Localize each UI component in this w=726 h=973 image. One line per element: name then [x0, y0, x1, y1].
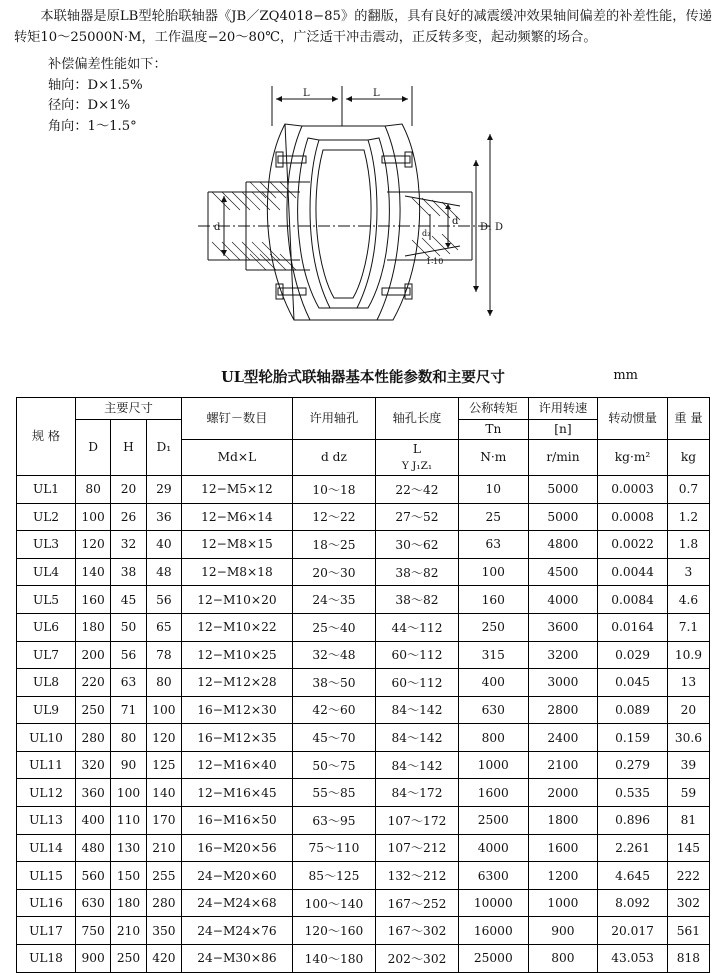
cell-spec: UL11 [17, 751, 76, 779]
cell-screw: 12−M8×15 [181, 531, 292, 559]
intro-paragraph: 本联轴器是原LB型轮胎联轴器《JB／ZQ4018−85》的翻版，具有良好的减震缓冲效果轴间偏差的补差性能，传递转矩10～25000N·M，工作温度−20～80℃，广泛适干冲击震动，正反转多变，起动频繁的场合。 [14, 9, 712, 46]
cell-D1: 125 [146, 751, 181, 779]
cell-D: 320 [76, 751, 111, 779]
cell-screw: 24−M24×68 [181, 889, 292, 917]
cell-D1: 210 [146, 834, 181, 862]
dim-label-d-right: d [452, 216, 459, 228]
cell-H: 71 [111, 696, 146, 724]
cell-H: 90 [111, 751, 146, 779]
cell-bore: 18～25 [292, 531, 375, 559]
parameters-table [16, 397, 710, 972]
cell-inertia: 8.092 [598, 889, 668, 917]
coupling-drawing [0, 64, 726, 364]
cell-spec: UL2 [17, 503, 76, 531]
cell-D1: 36 [146, 503, 181, 531]
compensation-item-radial: 径向：D×1% [48, 98, 131, 114]
cell-speed: 5000 [528, 503, 598, 531]
cell-screw: 16−M12×30 [181, 696, 292, 724]
header-md-l: Md×L [181, 440, 292, 476]
cell-D: 400 [76, 807, 111, 835]
cell-weight: 7.1 [667, 613, 709, 641]
cell-screw: 12−M10×20 [181, 586, 292, 614]
cell-bore-length: 30～62 [375, 531, 458, 559]
cell-screw: 16−M16×50 [181, 807, 292, 835]
table-row [17, 751, 710, 779]
cell-speed: 4500 [528, 558, 598, 586]
header-Nm: N·m [459, 440, 529, 476]
table-row [17, 531, 710, 559]
cell-screw: 12−M12×28 [181, 669, 292, 697]
cell-H: 45 [111, 586, 146, 614]
cell-speed: 2100 [528, 751, 598, 779]
cell-spec: UL15 [17, 862, 76, 890]
cell-inertia: 0.896 [598, 807, 668, 835]
cell-D1: 78 [146, 641, 181, 669]
cell-spec: UL17 [17, 917, 76, 945]
cell-spec: UL14 [17, 834, 76, 862]
cell-speed: 1200 [528, 862, 598, 890]
table-row [17, 862, 710, 890]
cell-D1: 420 [146, 945, 181, 973]
header-Tn: Tn [459, 420, 529, 440]
cell-speed: 4800 [528, 531, 598, 559]
dim-label-d-left: d [214, 222, 221, 234]
cell-screw: 24−M20×60 [181, 862, 292, 890]
cell-screw: 12−M8×18 [181, 558, 292, 586]
table-body [17, 475, 710, 972]
cell-bore-length: 107～212 [375, 834, 458, 862]
cell-bore: 75～110 [292, 834, 375, 862]
dim-label-L-left: L [303, 88, 310, 100]
coupling-svg [190, 64, 550, 364]
cell-bore-length: 167～302 [375, 917, 458, 945]
cell-D1: 350 [146, 917, 181, 945]
cell-bore-length: 84～142 [375, 696, 458, 724]
cell-inertia: 20.017 [598, 917, 668, 945]
cell-D: 900 [76, 945, 111, 973]
table-row [17, 475, 710, 503]
cell-D1: 40 [146, 531, 181, 559]
header-H: H [111, 420, 146, 476]
table-row [17, 779, 710, 807]
cell-bore-length: 22～42 [375, 475, 458, 503]
cell-screw: 12−M6×14 [181, 503, 292, 531]
cell-spec: UL1 [17, 475, 76, 503]
cell-screw: 24−M24×76 [181, 917, 292, 945]
cell-inertia: 0.279 [598, 751, 668, 779]
cell-spec: UL6 [17, 613, 76, 641]
dim-label-D: D [495, 222, 504, 234]
cell-H: 50 [111, 613, 146, 641]
table-row [17, 586, 710, 614]
cell-D1: 170 [146, 807, 181, 835]
header-screw: 螺钉－数目 [181, 398, 292, 440]
cell-torque: 400 [459, 669, 529, 697]
cell-D: 250 [76, 696, 111, 724]
cell-bore-length: 84～172 [375, 779, 458, 807]
cell-bore: 25～40 [292, 613, 375, 641]
table-row [17, 945, 710, 973]
cell-torque: 25 [459, 503, 529, 531]
cell-bore: 10～18 [292, 475, 375, 503]
cell-screw: 16−M20×56 [181, 834, 292, 862]
cell-bore: 20～30 [292, 558, 375, 586]
cell-weight: 145 [667, 834, 709, 862]
cell-D1: 80 [146, 669, 181, 697]
cell-D: 200 [76, 641, 111, 669]
cell-spec: UL16 [17, 889, 76, 917]
cell-bore: 42～60 [292, 696, 375, 724]
cell-D: 360 [76, 779, 111, 807]
cell-torque: 250 [459, 613, 529, 641]
cell-bore: 63～95 [292, 807, 375, 835]
cell-H: 110 [111, 807, 146, 835]
cell-D: 630 [76, 889, 111, 917]
cell-inertia: 0.045 [598, 669, 668, 697]
cell-bore: 85～125 [292, 862, 375, 890]
cell-D: 560 [76, 862, 111, 890]
table-title: UL型轮胎式联轴器基本性能参数和主要尺寸 [221, 369, 505, 387]
cell-screw: 12−M10×22 [181, 613, 292, 641]
taper-label: 1∶10 [426, 257, 444, 267]
cell-D1: 29 [146, 475, 181, 503]
header-weight: 重 量 [667, 398, 709, 440]
cell-inertia: 0.159 [598, 724, 668, 752]
cell-inertia: 0.0164 [598, 613, 668, 641]
cell-torque: 25000 [459, 945, 529, 973]
cell-D1: 140 [146, 779, 181, 807]
cell-torque: 10 [459, 475, 529, 503]
cell-speed: 1600 [528, 834, 598, 862]
cell-torque: 10000 [459, 889, 529, 917]
cell-D: 100 [76, 503, 111, 531]
cell-bore-length: 107～172 [375, 807, 458, 835]
cell-spec: UL9 [17, 696, 76, 724]
cell-inertia: 0.089 [598, 696, 668, 724]
cell-weight: 10.9 [667, 641, 709, 669]
header-D: D [76, 420, 111, 476]
header-kg: kg [667, 440, 709, 476]
table-row [17, 669, 710, 697]
compensation-title: 补偿偏差性能如下： [48, 56, 167, 72]
cell-inertia: 0.029 [598, 641, 668, 669]
cell-weight: 302 [667, 889, 709, 917]
table-row [17, 613, 710, 641]
cell-bore: 140～180 [292, 945, 375, 973]
cell-torque: 4000 [459, 834, 529, 862]
compensation-item-angular: 角向：1～1.5° [48, 119, 137, 135]
cell-speed: 2000 [528, 779, 598, 807]
cell-D: 220 [76, 669, 111, 697]
cell-weight: 81 [667, 807, 709, 835]
cell-H: 150 [111, 862, 146, 890]
cell-D: 750 [76, 917, 111, 945]
cell-inertia: 43.053 [598, 945, 668, 973]
cell-bore: 50～75 [292, 751, 375, 779]
header-spec: 规 格 [17, 398, 76, 476]
cell-bore-length: 38～82 [375, 558, 458, 586]
cell-speed: 2800 [528, 696, 598, 724]
cell-speed: 5000 [528, 475, 598, 503]
cell-torque: 800 [459, 724, 529, 752]
cell-H: 20 [111, 475, 146, 503]
header-bore: 许用轴孔 [292, 398, 375, 440]
header-inertia: 转动惯量 [598, 398, 668, 440]
cell-torque: 630 [459, 696, 529, 724]
cell-H: 26 [111, 503, 146, 531]
cell-bore: 32～48 [292, 641, 375, 669]
cell-H: 63 [111, 669, 146, 697]
cell-D: 140 [76, 558, 111, 586]
cell-D: 120 [76, 531, 111, 559]
header-kgm2: kg·m² [598, 440, 668, 476]
table-row [17, 807, 710, 835]
cell-bore: 100～140 [292, 889, 375, 917]
cell-torque: 63 [459, 531, 529, 559]
cell-screw: 12−M16×40 [181, 751, 292, 779]
cell-inertia: 2.261 [598, 834, 668, 862]
cell-D: 480 [76, 834, 111, 862]
cell-H: 80 [111, 724, 146, 752]
table-row [17, 889, 710, 917]
cell-speed: 3000 [528, 669, 598, 697]
cell-spec: UL13 [17, 807, 76, 835]
cell-D1: 120 [146, 724, 181, 752]
cell-D1: 280 [146, 889, 181, 917]
cell-bore-length: 38～82 [375, 586, 458, 614]
cell-D: 80 [76, 475, 111, 503]
cell-weight: 39 [667, 751, 709, 779]
header-D1: D₁ [146, 420, 181, 476]
cell-spec: UL8 [17, 669, 76, 697]
cell-bore-length: 167～252 [375, 889, 458, 917]
cell-H: 130 [111, 834, 146, 862]
cell-D1: 65 [146, 613, 181, 641]
header-n: [n] [528, 420, 598, 440]
cell-weight: 13 [667, 669, 709, 697]
cell-screw: 12−M5×12 [181, 475, 292, 503]
cell-bore: 24～35 [292, 586, 375, 614]
cell-bore-length: 132～212 [375, 862, 458, 890]
cell-bore: 38～50 [292, 669, 375, 697]
cell-inertia: 0.0022 [598, 531, 668, 559]
header-bore-length: 轴孔长度 [375, 398, 458, 440]
cell-H: 32 [111, 531, 146, 559]
cell-screw: 24−M30×86 [181, 945, 292, 973]
header-speed: 许用转速 [528, 398, 598, 420]
cell-inertia: 0.0003 [598, 475, 668, 503]
cell-weight: 0.7 [667, 475, 709, 503]
cell-torque: 6300 [459, 862, 529, 890]
cell-H: 38 [111, 558, 146, 586]
cell-bore: 55～85 [292, 779, 375, 807]
cell-H: 250 [111, 945, 146, 973]
header-row-1 [17, 398, 710, 420]
cell-torque: 1600 [459, 779, 529, 807]
cell-D1: 56 [146, 586, 181, 614]
cell-torque: 160 [459, 586, 529, 614]
table-row [17, 724, 710, 752]
cell-speed: 1800 [528, 807, 598, 835]
table-row [17, 917, 710, 945]
dim-label-L-right: L [373, 88, 380, 100]
cell-bore-length: 84～142 [375, 724, 458, 752]
cell-inertia: 0.0084 [598, 586, 668, 614]
cell-torque: 16000 [459, 917, 529, 945]
cell-bore-length: 27～52 [375, 503, 458, 531]
cell-bore-length: 84～142 [375, 751, 458, 779]
compensation-item-axial: 轴向：D×1.5% [48, 77, 143, 93]
cell-spec: UL18 [17, 945, 76, 973]
cell-weight: 30.6 [667, 724, 709, 752]
cell-spec: UL7 [17, 641, 76, 669]
table-row [17, 558, 710, 586]
cell-D1: 100 [146, 696, 181, 724]
cell-H: 180 [111, 889, 146, 917]
cell-bore-length: 202～302 [375, 945, 458, 973]
cell-D1: 48 [146, 558, 181, 586]
table-title-row [0, 366, 726, 387]
table-row [17, 834, 710, 862]
cell-H: 100 [111, 779, 146, 807]
cell-spec: UL4 [17, 558, 76, 586]
cell-torque: 315 [459, 641, 529, 669]
cell-spec: UL10 [17, 724, 76, 752]
cell-inertia: 0.0008 [598, 503, 668, 531]
cell-weight: 222 [667, 862, 709, 890]
cell-H: 56 [111, 641, 146, 669]
cell-bore: 120～160 [292, 917, 375, 945]
cell-weight: 59 [667, 779, 709, 807]
cell-screw: 12−M10×25 [181, 641, 292, 669]
header-d-dz: d dz [292, 440, 375, 476]
cell-D: 180 [76, 613, 111, 641]
cell-screw: 16−M12×35 [181, 724, 292, 752]
header-L: L Y J₁Z₁ [375, 440, 458, 476]
header-torque: 公称转矩 [459, 398, 529, 420]
dim-label-D1: D₁ [480, 222, 493, 234]
cell-inertia: 0.0044 [598, 558, 668, 586]
cell-bore-length: 60～112 [375, 669, 458, 697]
table-head [17, 398, 710, 476]
cell-weight: 3 [667, 558, 709, 586]
cell-weight: 4.6 [667, 586, 709, 614]
cell-bore-length: 44～112 [375, 613, 458, 641]
cell-weight: 1.8 [667, 531, 709, 559]
header-rmin: r/min [528, 440, 598, 476]
cell-speed: 1000 [528, 889, 598, 917]
cell-speed: 4000 [528, 586, 598, 614]
cell-torque: 2500 [459, 807, 529, 835]
cell-torque: 1000 [459, 751, 529, 779]
cell-speed: 3600 [528, 613, 598, 641]
cell-spec: UL5 [17, 586, 76, 614]
cell-D: 160 [76, 586, 111, 614]
cell-screw: 12−M16×45 [181, 779, 292, 807]
cell-weight: 818 [667, 945, 709, 973]
cell-H: 210 [111, 917, 146, 945]
cell-speed: 900 [528, 917, 598, 945]
cell-inertia: 0.535 [598, 779, 668, 807]
cell-weight: 1.2 [667, 503, 709, 531]
table-row [17, 641, 710, 669]
cell-speed: 2400 [528, 724, 598, 752]
table-unit: mm [613, 368, 638, 384]
table-row [17, 503, 710, 531]
cell-bore-length: 60～112 [375, 641, 458, 669]
cell-bore: 45～70 [292, 724, 375, 752]
dim-label-d2: d₂ [422, 229, 431, 239]
cell-speed: 3200 [528, 641, 598, 669]
cell-inertia: 4.645 [598, 862, 668, 890]
cell-torque: 100 [459, 558, 529, 586]
header-main-dims: 主要尺寸 [76, 398, 182, 420]
cell-bore: 12～22 [292, 503, 375, 531]
cell-D: 280 [76, 724, 111, 752]
cell-weight: 20 [667, 696, 709, 724]
table-row [17, 696, 710, 724]
cell-spec: UL3 [17, 531, 76, 559]
cell-spec: UL12 [17, 779, 76, 807]
cell-speed: 800 [528, 945, 598, 973]
cell-weight: 561 [667, 917, 709, 945]
cell-D1: 255 [146, 862, 181, 890]
